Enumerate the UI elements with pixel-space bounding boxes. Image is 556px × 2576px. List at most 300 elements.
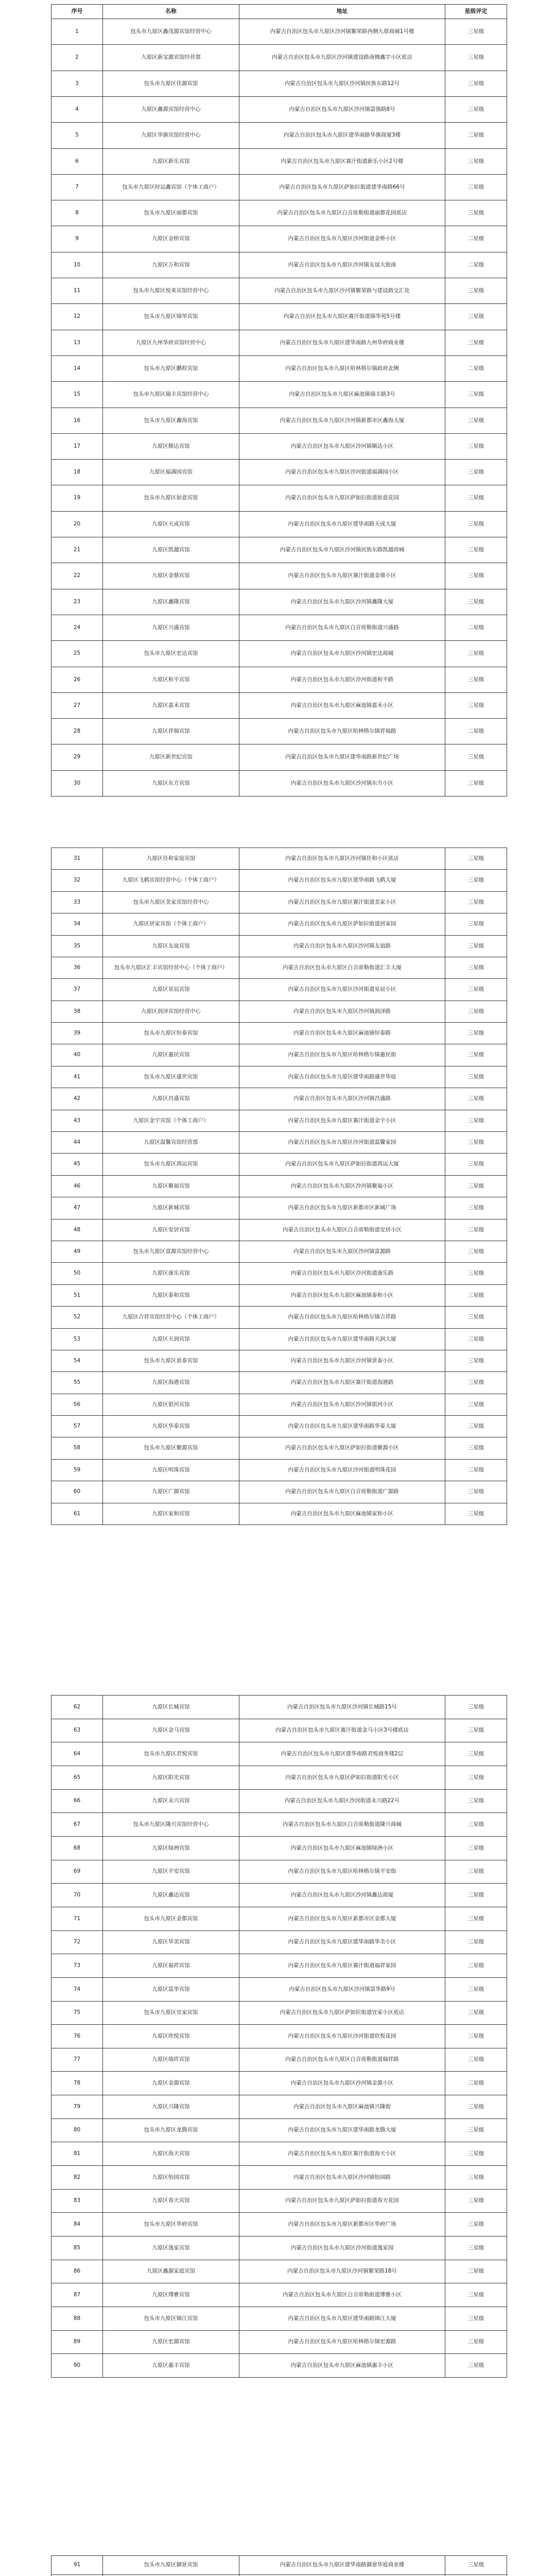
cell-address: 内蒙古自治区包头市九原区沙河镇景泰小区 (239, 1350, 445, 1371)
cell-number: 40 (51, 1044, 103, 1066)
cell-number: 33 (51, 892, 103, 913)
table-row (51, 1742, 507, 1766)
cell-name: 包头市九原区金都宾馆 (103, 1907, 239, 1930)
cell-address: 内蒙古自治区包头市九原区赛汗街道金马小区3号楼底店 (239, 1719, 445, 1742)
cell-address: 内蒙古自治区包头市九原区沙河镇润泽路 (239, 1001, 445, 1022)
table-row (51, 641, 507, 667)
records-table (51, 2555, 507, 2576)
cell-number: 49 (51, 1241, 103, 1262)
cell-address: 内蒙古自治区包头市九原区沙河镇顺达小区 (239, 434, 445, 459)
cell-rating: 三星级 (445, 2095, 507, 2119)
cell-name: 九原区怡园宾馆 (103, 2166, 239, 2189)
cell-address: 内蒙古自治区包头市九原区沙河镇昌盛路 (239, 1088, 445, 1110)
cell-name: 九原区兴隆宾馆 (103, 2095, 239, 2119)
cell-name: 九原区聚福宾馆 (103, 1176, 239, 1197)
cell-address: 内蒙古自治区包头市九原区白音席勒街道汇丰大厦 (239, 957, 445, 978)
cell-rating: 三星级 (445, 1329, 507, 1350)
cell-address: 内蒙古自治区包头市九原区白音席勒街道兴盛路 (239, 615, 445, 640)
cell-number: 45 (51, 1154, 103, 1175)
cell-number: 44 (51, 1132, 103, 1153)
cell-address: 内蒙古自治区包头市九原区哈林格尔镇吉祥路 (239, 1307, 445, 1328)
cell-number: 4 (51, 97, 103, 122)
cell-name: 九原区福祥宾馆 (103, 1954, 239, 1977)
cell-rating: 三星级 (445, 870, 507, 891)
cell-rating: 三星级 (445, 1285, 507, 1306)
cell-name: 包头市九原区锦江宾馆 (103, 2307, 239, 2330)
table-row (51, 1110, 507, 1132)
cell-rating: 三星级 (445, 1219, 507, 1241)
cell-number: 35 (51, 936, 103, 957)
cell-name: 九原区飞鹤宾馆经营中心（个体工商户） (103, 870, 239, 891)
cell-name: 九原区天润宾馆 (103, 1329, 239, 1350)
table-row (51, 252, 507, 278)
records-table (51, 848, 507, 1525)
cell-address: 内蒙古自治区包头市九原区建华南路盛世华庭 (239, 1066, 445, 1088)
cell-number: 46 (51, 1176, 103, 1197)
cell-name: 九原区安居宾馆 (103, 1219, 239, 1241)
cell-name: 九原区泰和宾馆 (103, 1285, 239, 1306)
cell-name: 九原区华旗宾馆经营中心 (103, 123, 239, 148)
cell-address: 内蒙古自治区包头市九原区沙河镇民族东路凯越商城 (239, 537, 445, 563)
cell-name: 包头市九原区鑫海宾馆 (103, 408, 239, 433)
cell-rating: 三星级 (445, 2048, 507, 2071)
cell-number: 19 (51, 485, 103, 511)
cell-name: 包头市九原区御景宾馆 (103, 2556, 239, 2574)
cell-number: 55 (51, 1372, 103, 1394)
cell-rating: 三星级 (445, 71, 507, 96)
table-row (51, 1481, 507, 1503)
cell-name: 包头市九原区宜家宾馆 (103, 2002, 239, 2024)
cell-address: 内蒙古自治区包头市九原区沙河街道明珠花园 (239, 1460, 445, 1481)
cell-name: 九原区嘉禾宾馆 (103, 693, 239, 718)
cell-number: 83 (51, 2190, 103, 2212)
cell-number: 53 (51, 1329, 103, 1350)
cell-address: 内蒙古自治区包头市九原区沙河镇长城路15号 (239, 1696, 445, 1719)
cell-rating: 三星级 (445, 1503, 507, 1524)
table-row (51, 1503, 507, 1525)
cell-rating: 三星级 (445, 537, 507, 563)
cell-number: 62 (51, 1696, 103, 1719)
cell-rating: 三星级 (445, 589, 507, 615)
cell-number: 64 (51, 1742, 103, 1766)
cell-name: 九原区东方宾馆 (103, 771, 239, 796)
cell-rating: 三星级 (445, 2072, 507, 2095)
cell-rating: 三星级 (445, 1110, 507, 1131)
cell-address: 内蒙古自治区包头市九原区白音席勒街道隆兴商城 (239, 1813, 445, 1836)
cell-name: 九原区万和宾馆 (103, 252, 239, 278)
cell-name: 九原区和平宾馆 (103, 667, 239, 692)
cell-number: 5 (51, 123, 103, 148)
table-row (51, 1790, 507, 1813)
cell-rating: 三星级 (445, 1860, 507, 1883)
cell-name: 九原区瑞祥宾馆 (103, 2048, 239, 2071)
cell-rating: 三星级 (445, 2307, 507, 2330)
cell-number: 11 (51, 278, 103, 303)
cell-name: 九原区平安宾馆 (103, 1860, 239, 1883)
table-row (51, 589, 507, 615)
table-row (51, 2142, 507, 2166)
cell-rating: 三星级 (445, 892, 507, 913)
cell-rating: 三星级 (445, 97, 507, 122)
table-row (51, 1066, 507, 1088)
cell-address: 内蒙古自治区包头市九原区白音席勒街道博雅小区 (239, 2283, 445, 2307)
cell-number: 89 (51, 2331, 103, 2353)
table-row (51, 1437, 507, 1460)
cell-address: 内蒙古自治区包头市九原区白音席勒街道瑞祥路 (239, 2048, 445, 2071)
cell-rating: 三星级 (445, 848, 507, 869)
cell-rating: 三星级 (445, 744, 507, 770)
cell-rating: 三星级 (445, 2354, 507, 2377)
cell-name: 九原区居家宾馆（个体工商户） (103, 913, 239, 935)
cell-name: 九原区鑫隆宾馆 (103, 589, 239, 615)
cell-rating: 三星级 (445, 175, 507, 200)
table-row (51, 149, 507, 175)
cell-name: 包头市九原区丽都宾馆 (103, 200, 239, 226)
cell-rating: 三星级 (445, 563, 507, 589)
table-row (51, 460, 507, 485)
table-row (51, 2354, 507, 2378)
cell-rating: 三星级 (445, 771, 507, 796)
cell-address: 内蒙古自治区包头市九原区建华南路九州华府商业楼 (239, 330, 445, 355)
cell-name: 包头市九原区盛世宾馆 (103, 1066, 239, 1088)
cell-address: 内蒙古自治区包头市九原区沙河镇富强路8号 (239, 97, 445, 122)
cell-rating: 三星级 (445, 1197, 507, 1219)
cell-rating: 三星级 (445, 2331, 507, 2353)
cell-address: 内蒙古自治区包头市九原区建华南路飞鹤大厦 (239, 870, 445, 891)
cell-address: 内蒙古自治区包头市九原区赛汗街道锦华苑5号楼 (239, 304, 445, 330)
cell-name: 九原区华美宾馆 (103, 1931, 239, 1954)
cell-address: 内蒙古自治区包头市九原区沙河镇佳和小区底店 (239, 848, 445, 869)
cell-number: 30 (51, 771, 103, 796)
cell-number: 24 (51, 615, 103, 640)
cell-number: 54 (51, 1350, 103, 1371)
cell-address: 内蒙古自治区包头市九原区建华南路华美小区 (239, 1931, 445, 1954)
table-row (51, 2260, 507, 2283)
cell-rating: 三星级 (445, 1481, 507, 1503)
cell-number: 12 (51, 304, 103, 330)
cell-rating: 三星级 (445, 45, 507, 71)
cell-address: 内蒙古自治区包头市九原区沙河镇聚福小区 (239, 1176, 445, 1197)
cell-rating: 二星级 (445, 226, 507, 252)
cell-rating: 三星级 (445, 1176, 507, 1197)
cell-name: 包头市九原区鑫茂源宾馆经营中心 (103, 19, 239, 44)
cell-name: 九原区金桥宾馆 (103, 226, 239, 252)
cell-number: 14 (51, 356, 103, 381)
cell-address: 内蒙古自治区包头市九原区建华南路新世纪广场 (239, 744, 445, 770)
table-row (51, 1350, 507, 1372)
table-row (51, 771, 507, 796)
table-row (51, 2307, 507, 2331)
cell-number: 88 (51, 2307, 103, 2330)
table-row (51, 1931, 507, 1954)
table-row (51, 2213, 507, 2236)
cell-name: 包头市九原区时运鑫宾馆（个体工商户） (103, 175, 239, 200)
cell-address: 内蒙古自治区包头市九原区萨如拉街道居家园 (239, 913, 445, 935)
cell-rating: 三星级 (445, 1954, 507, 1977)
cell-number: 43 (51, 1110, 103, 1131)
cell-number: 34 (51, 913, 103, 935)
cell-name: 九原区金鼎宾馆 (103, 563, 239, 589)
cell-number: 28 (51, 719, 103, 744)
cell-rating: 三星级 (445, 19, 507, 44)
cell-address: 内蒙古自治区包头市九原区沙河镇富华路9号 (239, 1978, 445, 2001)
cell-address: 内蒙古自治区包头市九原区赛汗街道福祥家园 (239, 1954, 445, 1977)
cell-name: 包头市九原区悦来宾馆经营中心 (103, 278, 239, 303)
table-row (51, 870, 507, 892)
table-row (51, 744, 507, 771)
cell-number: 20 (51, 512, 103, 537)
cell-number: 27 (51, 693, 103, 718)
cell-number: 77 (51, 2048, 103, 2071)
cell-address: 内蒙古自治区包头市九原区建华南路君悦商务楼2层 (239, 1742, 445, 1766)
cell-name: 包头市九原区隆兴宾馆经营中心 (103, 1813, 239, 1836)
cell-number: 7 (51, 175, 103, 200)
cell-rating: 三星级 (445, 1719, 507, 1742)
cell-name: 九原区康乐宾馆 (103, 1263, 239, 1284)
cell-number: 23 (51, 589, 103, 615)
cell-rating: 二星级 (445, 719, 507, 744)
table-row (51, 1837, 507, 1860)
cell-rating: 三星级 (445, 2213, 507, 2236)
cell-number: 73 (51, 1954, 103, 1977)
table-row (51, 957, 507, 979)
table-row (51, 356, 507, 382)
cell-number: 1 (51, 19, 103, 44)
table-row (51, 563, 507, 589)
cell-address: 内蒙古自治区包头市九原区哈林格尔镇宏源路 (239, 2331, 445, 2353)
cell-rating: 三星级 (445, 1931, 507, 1954)
cell-rating: 三星级 (445, 123, 507, 148)
table-row (51, 1044, 507, 1066)
table-row (51, 1197, 507, 1219)
table-row (51, 1307, 507, 1329)
cell-number: 56 (51, 1394, 103, 1415)
cell-rating: 三星级 (445, 2025, 507, 2048)
cell-number: 47 (51, 1197, 103, 1219)
cell-address: 内蒙古自治区包头市九原区麻池镇瑞丰路3号 (239, 382, 445, 408)
cell-number: 69 (51, 1860, 103, 1883)
cell-rating: 三星级 (445, 1066, 507, 1088)
cell-number: 87 (51, 2283, 103, 2307)
cell-number: 66 (51, 1790, 103, 1812)
cell-name: 九原区春天宾馆 (103, 2190, 239, 2212)
table-row (51, 537, 507, 563)
table-row (51, 304, 507, 330)
cell-number: 51 (51, 1285, 103, 1306)
cell-name: 九原区富华宾馆 (103, 1978, 239, 2001)
cell-name: 包头市九原区如意宾馆 (103, 485, 239, 511)
cell-address: 内蒙古自治区包头市九原区沙河镇鑫隆大厦 (239, 589, 445, 615)
table-row (51, 719, 507, 744)
cell-name: 九原区福满园宾馆 (103, 460, 239, 485)
table-row (51, 71, 507, 97)
cell-rating: 三星级 (445, 1263, 507, 1284)
table-row (51, 2119, 507, 2142)
table-row (51, 408, 507, 434)
cell-address: 内蒙古自治区包头市九原区哈林格尔镇平安街 (239, 1860, 445, 1883)
table-row (51, 1132, 507, 1154)
cell-name: 九原区佳和家庭宾馆 (103, 848, 239, 869)
cell-address: 内蒙古自治区包头市九原区麻池镇家和小区 (239, 1503, 445, 1524)
cell-address: 内蒙古自治区包头市九原区新都市区金都大厦 (239, 1907, 445, 1930)
cell-rating: 三星级 (445, 2260, 507, 2283)
table-row (51, 667, 507, 693)
cell-address: 内蒙古自治区包头市九原区赛汗街道美家小区 (239, 892, 445, 913)
cell-address: 内蒙古自治区包头市九原区沙河街道逸家园 (239, 2236, 445, 2260)
cell-rating: 三星级 (445, 149, 507, 174)
cell-number: 50 (51, 1263, 103, 1284)
cell-rating: 三星级 (445, 1978, 507, 2001)
cell-address: 内蒙古自治区包头市九原区建华南路华旗商厦3楼 (239, 123, 445, 148)
cell-rating: 三星级 (445, 1460, 507, 1481)
cell-number: 10 (51, 252, 103, 278)
table-row (51, 200, 507, 226)
cell-rating: 二星级 (445, 252, 507, 278)
cell-number: 15 (51, 382, 103, 408)
table-row (51, 1176, 507, 1197)
cell-name: 九原区家和宾馆 (103, 1503, 239, 1524)
cell-rating: 三星级 (445, 512, 507, 537)
cell-name: 包头市九原区宏达宾馆 (103, 641, 239, 667)
cell-name: 九原区新乐宾馆 (103, 149, 239, 174)
cell-name: 包头市九原区锦华宾馆 (103, 304, 239, 330)
cell-address: 内蒙古自治区包头市九原区沙河镇新都市区鑫海大厦 (239, 408, 445, 433)
table-row (51, 1329, 507, 1350)
table-row (51, 2556, 507, 2575)
cell-rating: 三星级 (445, 913, 507, 935)
table-row (51, 2095, 507, 2119)
table-row (51, 512, 507, 537)
cell-number: 9 (51, 226, 103, 252)
cell-name: 九原区逸家宾馆 (103, 2236, 239, 2260)
cell-address: 内蒙古自治区包头市九原区麻池镇绿洲小区 (239, 1837, 445, 1860)
cell-name: 九原区兴盛宾馆 (103, 615, 239, 640)
cell-address: 内蒙古自治区包头市九原区沙河街道星辰小区 (239, 979, 445, 1001)
cell-address: 内蒙古自治区包头市九原区建华南路华泰大厦 (239, 1416, 445, 1437)
cell-rating: 三星级 (445, 408, 507, 433)
table-row (51, 19, 507, 45)
table-row (51, 278, 507, 304)
cell-rating: 三星级 (445, 2236, 507, 2260)
cell-address: 内蒙古自治区包头市九原区沙河镇金源小区 (239, 2072, 445, 2095)
cell-number: 85 (51, 2236, 103, 2260)
cell-number: 72 (51, 1931, 103, 1954)
cell-address: 内蒙古自治区包头市九原区沙河镇友谊路 (239, 936, 445, 957)
cell-number: 86 (51, 2260, 103, 2283)
cell-name: 九原区宏源宾馆 (103, 2331, 239, 2353)
cell-rating: 三星级 (445, 1001, 507, 1022)
cell-address: 内蒙古自治区包头市九原区白音席勒街道丽都花园底店 (239, 200, 445, 226)
table-row (51, 2166, 507, 2190)
cell-number: 82 (51, 2166, 103, 2189)
cell-rating: 三星级 (445, 1088, 507, 1110)
cell-address: 内蒙古自治区包头市九原区沙河镇繁荣路与建设路交汇处 (239, 278, 445, 303)
cell-rating: 三星级 (445, 979, 507, 1001)
cell-name: 九原区广源宾馆 (103, 1481, 239, 1503)
table-row (51, 1460, 507, 1481)
table-row (51, 1766, 507, 1790)
cell-name: 包头市九原区景泰宾馆 (103, 1350, 239, 1371)
cell-rating: 三星级 (445, 1023, 507, 1044)
header-rating: 星级评定 (445, 5, 507, 19)
table-row (51, 226, 507, 252)
cell-rating: 三星级 (445, 1766, 507, 1789)
header-address: 地址 (239, 5, 445, 19)
table-row (51, 382, 507, 408)
cell-name: 九原区欣悦宾馆 (103, 2025, 239, 2048)
cell-number: 36 (51, 957, 103, 978)
table-row (51, 434, 507, 460)
cell-number: 90 (51, 2354, 103, 2377)
table-row (51, 1154, 507, 1176)
cell-rating: 三星级 (445, 2556, 507, 2574)
table-row (51, 2002, 507, 2025)
cell-rating: 三星级 (445, 1742, 507, 1766)
cell-address: 内蒙古自治区包头市九原区赛汗街道海港路 (239, 1372, 445, 1394)
cell-name: 包头市九原区聚源宾馆 (103, 1437, 239, 1459)
cell-address: 内蒙古自治区包头市九原区沙河镇友谊大街南 (239, 252, 445, 278)
cell-name: 包头市九原区华府宾馆 (103, 2213, 239, 2236)
cell-name: 包头市九原区龙腾宾馆 (103, 2119, 239, 2142)
cell-rating: 三星级 (445, 434, 507, 459)
cell-address: 内蒙古自治区包头市九原区哈林格尔镇政府北侧 (239, 356, 445, 381)
cell-name: 九原区惠丰宾馆 (103, 2354, 239, 2377)
cell-name: 九原区顺达宾馆 (103, 434, 239, 459)
cell-address: 内蒙古自治区包头市九原区沙河镇富源路 (239, 1241, 445, 1262)
cell-number: 58 (51, 1437, 103, 1459)
table-row (51, 2025, 507, 2048)
cell-name: 九原区友谊宾馆 (103, 936, 239, 957)
cell-name: 九原区绿洲宾馆 (103, 1837, 239, 1860)
cell-number: 67 (51, 1813, 103, 1836)
table-row (51, 848, 507, 870)
cell-number: 70 (51, 1884, 103, 1907)
cell-address: 内蒙古自治区包头市九原区沙河镇民族东路12号 (239, 71, 445, 96)
table-row (51, 97, 507, 123)
table-row (51, 175, 507, 200)
cell-address: 内蒙古自治区包头市九原区白音席勒街道安居小区 (239, 1219, 445, 1241)
cell-rating: 三星级 (445, 1350, 507, 1371)
cell-address: 内蒙古自治区包头市九原区萨如拉街道阳光小区 (239, 1766, 445, 1789)
table-row (51, 1813, 507, 1837)
cell-name: 九原区新世纪宾馆 (103, 744, 239, 770)
cell-address: 内蒙古自治区包头市九原区赛汗街道金宇小区 (239, 1110, 445, 1131)
cell-number: 61 (51, 1503, 103, 1524)
cell-address: 内蒙古自治区包头市九原区沙河街道欣悦花园 (239, 2025, 445, 2048)
cell-name: 包头市九原区鸿运宾馆 (103, 1154, 239, 1175)
cell-address: 内蒙古自治区包头市九原区沙河镇鑫达商厦 (239, 1884, 445, 1907)
cell-number: 76 (51, 2025, 103, 2048)
cell-number: 74 (51, 1978, 103, 2001)
cell-rating: 三星级 (445, 1394, 507, 1415)
table-row (51, 1907, 507, 1931)
cell-rating: 三星级 (445, 330, 507, 355)
cell-number: 6 (51, 149, 103, 174)
cell-rating: 三星级 (445, 1907, 507, 1930)
cell-rating: 三星级 (445, 1154, 507, 1175)
table-row (51, 1978, 507, 2002)
table-row (51, 1884, 507, 1907)
cell-number: 68 (51, 1837, 103, 1860)
cell-name: 九原区银河宾馆 (103, 1394, 239, 1415)
cell-rating: 三星级 (445, 2190, 507, 2212)
cell-name: 九原区吉祥宾馆经营中心（个体工商户） (103, 1307, 239, 1328)
cell-address: 内蒙古自治区包头市九原区萨如拉街道春天花园 (239, 2190, 445, 2212)
cell-name: 包头市九原区瑞丰宾馆经营中心 (103, 382, 239, 408)
cell-number: 71 (51, 1907, 103, 1930)
table-row (51, 1285, 507, 1307)
records-table (51, 1695, 507, 2378)
